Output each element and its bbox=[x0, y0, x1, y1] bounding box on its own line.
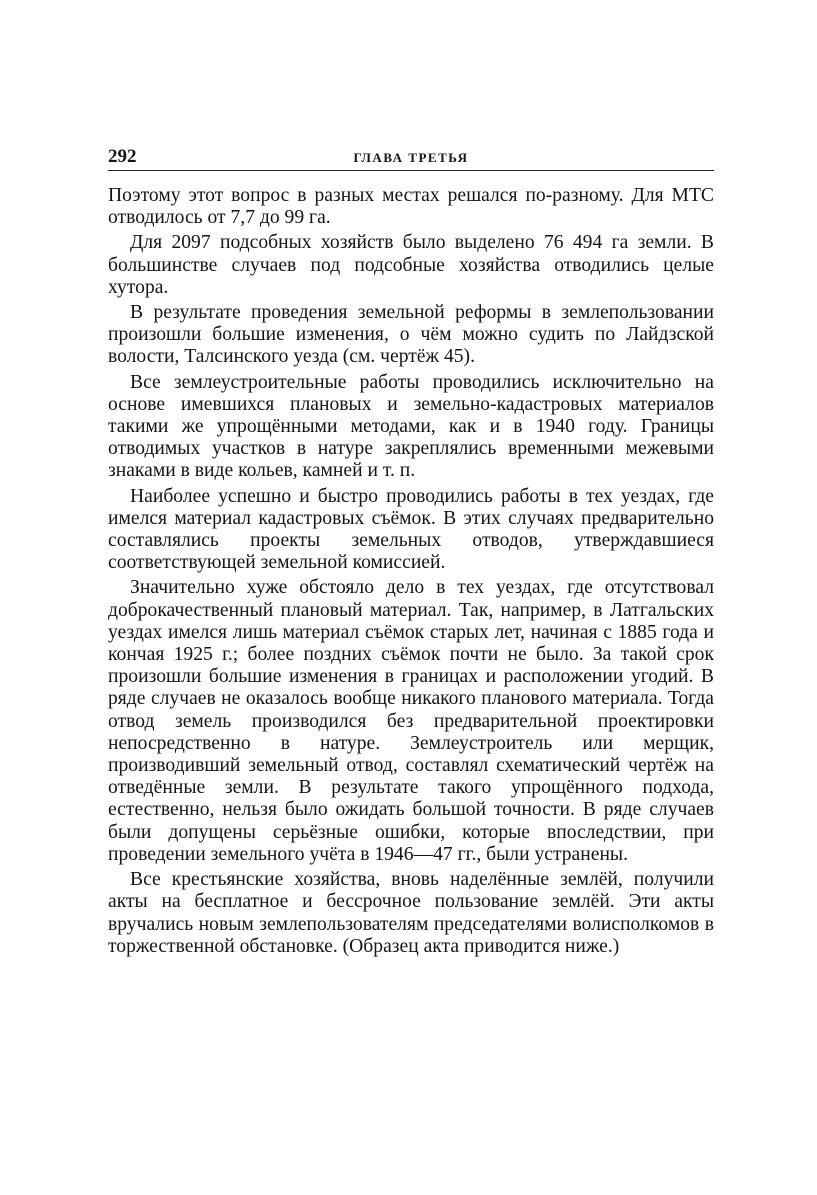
paragraph: Наиболее успешно и быстро проводились работы в тех уездах, где имелся материал кадастровых съёмок. В этих случаях предварительно составлялись проекты земельных отводов, утверждавшиеся соответствующей земельной комиссией. bbox=[108, 485, 714, 574]
paragraph: Все крестьянские хозяйства, вновь наделённые землёй, получили акты на бесплатное и бессрочное пользование землёй. Эти акты вручались новым землепользователям председателями волисполкомов в торжественной обстановке. (Образец акта приводится ниже.) bbox=[108, 869, 714, 957]
page-number: 292 bbox=[108, 146, 137, 167]
paragraph: В результате проведения земельной реформы в землепользовании произошли большие изменения, о чём можно судить по Лайдзской волости, Талсинского уезда (см. чертёж 45). bbox=[108, 302, 714, 368]
body-text bbox=[108, 185, 714, 958]
running-head: ГЛАВА ТРЕТЬЯ bbox=[353, 150, 469, 165]
paragraph: Поэтому этот вопрос в разных местах решался по-разному. Для МТС отводилось от 7,7 до 99 га. bbox=[108, 185, 714, 229]
paragraph: Значительно хуже обстояло дело в тех уездах, где отсутствовал доброкачественный плановый материал. Так, например, в Латгальских уездах имелся лишь материал съёмок старых лет, начиная с 1885 года и кончая 1925 г.; более поздних съёмок почти не было. За такой срок произошли большие изменения в границах и расположении угодий. В ряде случаев не оказалось вообще никакого планового материала. Тогда отвод земель производился без предварительной проектировки непосредственно в натуре. Землеустроитель или мерщик, производивший земельный отвод, составлял схематический чертёж на отведённые земли. В результате такого упрощённого подхода, естественно, нельзя было ожидать большой точности. В ряде случаев были допущены серьёзные ошибки, которые впоследствии, при проведении земельного учёта в 1946—47 гг., были устранены. bbox=[108, 577, 714, 865]
page-header bbox=[108, 140, 714, 171]
paragraph: Для 2097 подсобных хозяйств было выделено 76 494 га земли. В большинстве случаев под подсобные хозяйства отводились целые хутора. bbox=[108, 232, 714, 298]
paragraph: Все землеустроительные работы проводились исключительно на основе имевшихся плановых и земельно-кадастровых материалов такими же упрощёнными методами, как и в 1940 году. Границы отводимых участков в натуре закреплялись временными межевыми знаками в виде кольев, камней и т. п. bbox=[108, 371, 714, 482]
book-page bbox=[108, 140, 714, 961]
